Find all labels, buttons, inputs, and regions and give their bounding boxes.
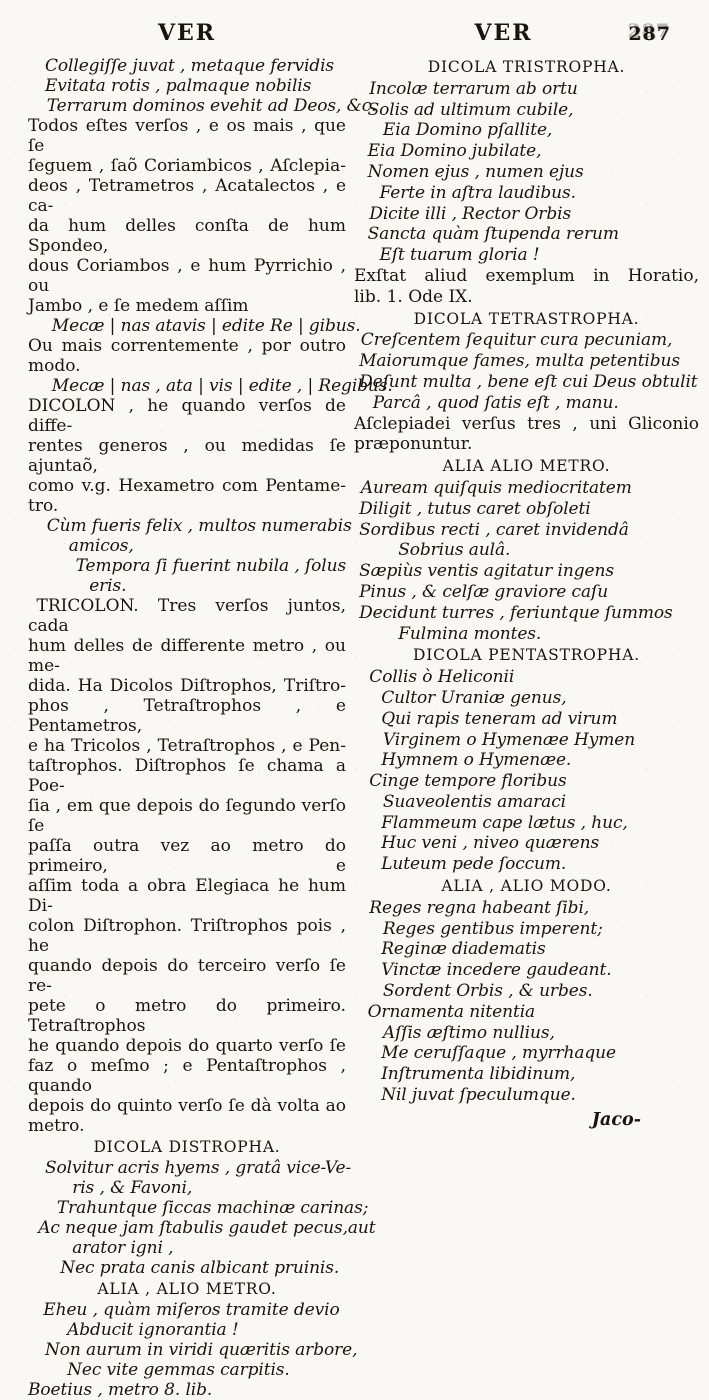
verse-stanza	[28, 1300, 358, 1380]
section-heading: DICOLA PENTASTROPHA.	[413, 646, 640, 665]
verse-line: Nec prata canis albicant pruinis.	[60, 1258, 340, 1278]
text-columns	[28, 56, 709, 1400]
verse-line: Sæpiùs ventis agitatur ingens	[359, 561, 614, 582]
verse-line: Nil juvat ſpeculumque.	[381, 1085, 576, 1106]
verse-stanza	[28, 316, 361, 336]
section-heading: DICOLA TETRASTROPHA.	[413, 309, 640, 328]
prose-line: e ha Tricolos , Tetraſtrophos , e Pen-	[28, 736, 346, 756]
prose-line: modo.	[28, 356, 81, 376]
prose-line: ſeguem , ſaõ Coriambicos , Aſclepia-	[28, 156, 346, 176]
verse-line: Non aurum in viridi quæritis arbore,	[45, 1340, 358, 1360]
verse-line: Incolæ terrarum ab ortu	[369, 78, 578, 99]
verse-line: Vinctæ incedere gaudeant.	[381, 960, 612, 981]
verse-line: Cinge tempore floribus	[369, 771, 567, 792]
prose-line: Todos eſtes verſos , e os mais , que ſe	[28, 116, 346, 156]
verse-stanza	[354, 478, 699, 644]
prose-paragraph	[28, 596, 346, 1136]
prose-line: Jambo , e ſe medem aſſim	[28, 296, 249, 316]
prose-line: he quando depois do quarto verſo ſe	[28, 1036, 346, 1056]
prose-line: Aſclepiadei verſus tres , uni Gliconio	[354, 413, 699, 434]
verse-stanza	[354, 898, 699, 1106]
verse-line: Ornamenta nitentia	[367, 1001, 536, 1022]
verse-line: Tempora ſi fuerint nubila , ſolus	[75, 556, 347, 576]
verse-line: Eſt tuarum gloria !	[379, 245, 540, 266]
prose-line: ſia , em que depois do ſegundo verſo ſe	[28, 796, 346, 836]
verse-stanza	[28, 1380, 346, 1400]
verse-line: Diligit , tutus caret obſoleti	[359, 498, 591, 519]
prose-line: paſſa outra vez ao metro do primeiro, e	[28, 836, 346, 876]
verse-line: arator igni ,	[72, 1238, 174, 1258]
section-heading: DICOLA TRISTROPHA.	[427, 58, 626, 76]
verse-stanza	[354, 667, 699, 875]
page-number: 287	[628, 23, 671, 45]
verse-line: Eia Domino pſallite,	[382, 120, 553, 141]
prose-line: pete o metro do primeiro. Tetraſtrophos	[28, 996, 346, 1036]
prose-line: da hum delles conſta de hum Spondeo,	[28, 216, 346, 256]
prose-line: quando depois do terceiro verſo ſe re-	[28, 956, 346, 996]
verse-line: Hymnem o Hymenæe.	[381, 750, 572, 771]
verse-line: Parcâ , quod ſatis eſt , manu.	[372, 392, 619, 413]
left-column	[28, 56, 393, 1400]
verse-line: eris.	[89, 576, 127, 596]
verse-line: Ac neque jam ſtabulis gaudet pecus,aut	[38, 1218, 376, 1238]
verse-line: Mecæ | nas , ata | vis | edite , | Regibus.	[51, 376, 393, 396]
prose-paragraph	[354, 414, 699, 456]
catchword: Jaco-	[591, 1109, 641, 1130]
verse-line: Mecæ | nas atavis | edite Re | gibus.	[51, 316, 361, 336]
running-title-left-wrap	[28, 20, 346, 46]
verse-line: Evitata rotis , palmaque nobilis	[45, 76, 312, 96]
verse-line: Reges gentibus imperent;	[382, 918, 603, 939]
running-title-left: VER	[157, 20, 217, 46]
prose-line: tro.	[28, 496, 59, 516]
prose-line: hum delles de differente metro , ou me-	[28, 636, 346, 676]
verse-line: Ferte in aſtra laudibus.	[379, 182, 576, 203]
verse-line: Sordent Orbis , & urbes.	[382, 981, 593, 1002]
verse-line: Me ceruſſaque , myrrhaque	[381, 1043, 616, 1064]
verse-line: Eheu , quàm miſeros tramite devio	[43, 1300, 340, 1320]
verse-line: Reges regna habeant ſibi,	[369, 897, 590, 918]
verse-line: Deſunt multa , bene eſt cui Deus obtulit	[359, 371, 698, 392]
prose-line: lib. 1. Ode IX.	[354, 286, 473, 307]
section-heading: ALIA , ALIO MODO.	[441, 877, 612, 896]
verse-line: Nec vite gemmas carpitis.	[67, 1360, 290, 1380]
prose-line: metro.	[28, 1116, 85, 1136]
verse-line: Collis ò Heliconii	[369, 667, 515, 688]
verse-line: Creſcentem ſequitur cura pecuniam,	[360, 330, 673, 351]
running-title-right-wrap	[346, 20, 709, 46]
verse-line: Solvitur acris hyems , gratâ vice-Ve-	[45, 1158, 352, 1178]
verse-line: Fulmina montes.	[398, 623, 542, 644]
section-heading: DICOLA DISTROPHA.	[93, 1138, 281, 1156]
verse-stanza	[28, 56, 377, 116]
verse-line: Flammeum cape lætus , huc,	[381, 812, 628, 833]
prose-line: como v.g. Hexametro com Pentame-	[28, 476, 346, 496]
prose-line: TRICOLON. Tres verſos juntos, cada	[28, 596, 346, 636]
section-heading: ALIA , ALIO METRO.	[97, 1280, 277, 1298]
prose-paragraph	[28, 396, 346, 516]
verse-line: Auream quiſquis mediocritatem	[360, 477, 632, 498]
verse-line: Terrarum dominos evehit ad Deos, &c.	[46, 96, 377, 116]
verse-line: Suaveolentis amaraci	[382, 791, 566, 812]
right-column	[354, 56, 699, 1131]
verse-line: amicos,	[68, 536, 134, 556]
verse-line: Sobrius aulâ.	[398, 540, 511, 561]
verse-line: Dicite illi , Rector Orbis	[369, 203, 572, 224]
prose-paragraph	[28, 116, 346, 316]
verse-line: Solis ad ultimum cubile,	[367, 99, 574, 120]
prose-line: DICOLON , he quando verſos de diffe-	[28, 396, 346, 436]
section-heading: ALIA ALIO METRO.	[442, 457, 611, 476]
page-header	[28, 20, 709, 56]
prose-line: colon Diſtrophon. Triſtrophos pois , he	[28, 916, 346, 956]
verse-line: Nomen ejus , numen ejus	[367, 161, 584, 182]
running-title-right: VER	[474, 20, 533, 46]
prose-paragraph	[354, 266, 699, 308]
verse-stanza	[354, 79, 699, 266]
verse-line: Aſſis æſtimo nullius,	[382, 1022, 555, 1043]
verse-line: Huc veni , niveo quærens	[381, 833, 600, 854]
prose-line: aſſim toda a obra Elegiaca he hum Di-	[28, 876, 346, 916]
verse-stanza	[28, 376, 393, 396]
verse-stanza	[354, 330, 699, 413]
prose-line: phos , Tetraſtrophos , e Pentametros,	[28, 696, 346, 736]
prose-line: Ou mais correntemente , por outro	[28, 336, 346, 356]
verse-line: Pinus , & celſæ graviore caſu	[359, 581, 609, 602]
verse-line: Abducit ignorantia !	[67, 1320, 239, 1340]
prose-paragraph	[28, 336, 346, 376]
verse-line: Boetius , metro 8. lib.	[28, 1380, 213, 1400]
verse-stanza	[28, 516, 352, 596]
verse-line: Collegiſſe juvat , metaque fervidis	[45, 56, 335, 76]
verse-line: Cùm fueris felix , multos numerabis	[46, 516, 352, 536]
verse-line: Reginæ diadematis	[381, 939, 546, 960]
prose-line: rentes generos , ou medidas ſe ajuntaõ,	[28, 436, 346, 476]
prose-line: taſtrophos. Diſtrophos ſe chama a Poe-	[28, 756, 346, 796]
prose-line: præponuntur.	[354, 434, 473, 455]
verse-line: Decidunt turres , feriuntque ſummos	[359, 602, 673, 623]
verse-line: Eia Domino jubilate,	[367, 141, 542, 162]
verse-line: Inſtrumenta libidinum,	[381, 1064, 576, 1085]
prose-line: depois do quinto verſo ſe dà volta ao	[28, 1096, 346, 1116]
verse-line: Virginem o Hymenæe Hymen	[382, 729, 636, 750]
verse-line: Qui rapis teneram ad virum	[381, 708, 618, 729]
prose-line: dous Coriambos , e hum Pyrrichio , ou	[28, 256, 346, 296]
verse-line: Sordibus recti , caret invidendâ	[359, 519, 629, 540]
verse-line: Trahuntque ſiccas machinæ carinas;	[56, 1198, 369, 1218]
prose-line: dida. Ha Dicolos Diſtrophos, Triſtro-	[28, 676, 346, 696]
verse-line: Cultor Uraniæ genus,	[381, 687, 567, 708]
prose-line: faz o meſmo ; e Pentaſtrophos , quando	[28, 1056, 346, 1096]
prose-line: Exſtat aliud exemplum in Horatio,	[354, 265, 699, 286]
prose-line: deos , Tetrametros , Acatalectos , e ca-	[28, 176, 346, 216]
verse-line: ris , & Favoni,	[72, 1178, 193, 1198]
verse-line: Maiorumque fames, multa petentibus	[359, 351, 681, 372]
verse-stanza	[28, 1158, 376, 1278]
verse-line: Luteum pede ſoccum.	[381, 854, 567, 875]
verse-line: Sancta quàm ſtupenda rerum	[367, 224, 619, 245]
